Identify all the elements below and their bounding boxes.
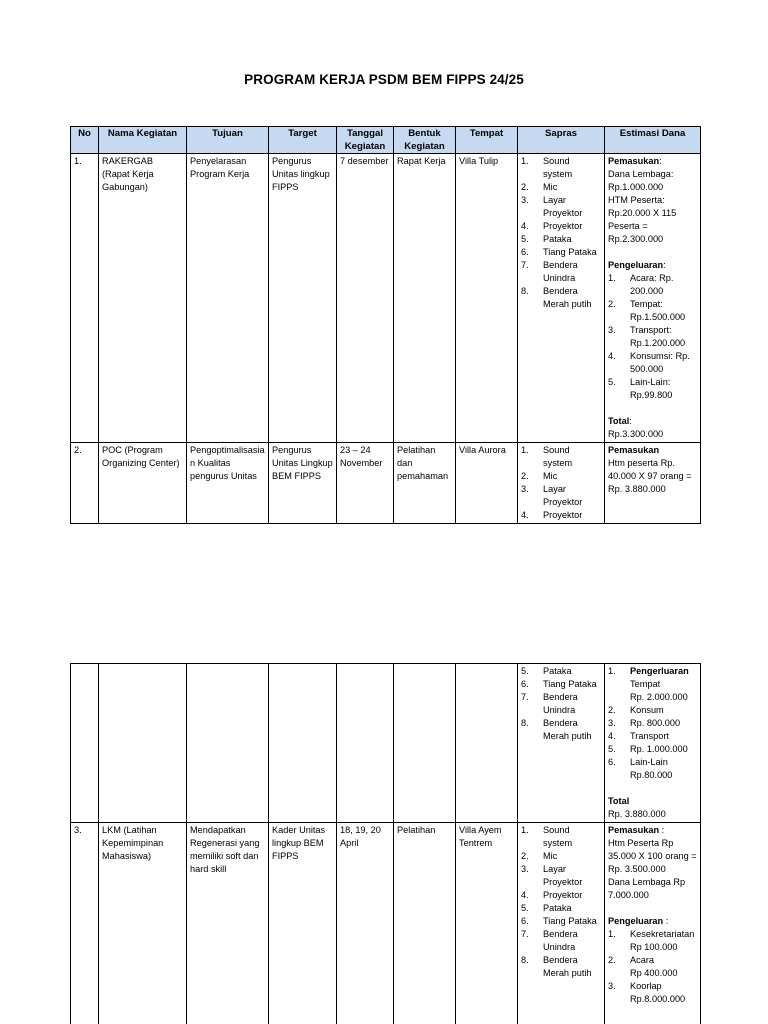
cell-no: 1.: [71, 154, 99, 443]
cell-tanggal: [337, 664, 394, 823]
list-item: 1. Sound system: [521, 445, 573, 468]
pemasukan-heading: Pemasukan: [608, 445, 660, 455]
list-item: 4. Konsumsi: Rp. 500.000: [608, 351, 690, 374]
pengeluaran-list: [608, 928, 697, 1006]
list-item: 5. Pataka: [521, 903, 572, 913]
cell-tempat: Villa Tulip: [456, 154, 518, 443]
cell-bentuk: Pelatihan: [394, 823, 456, 1024]
table-row: [71, 823, 701, 1024]
pengeluaran-heading: Pengeluaran:: [608, 260, 666, 270]
pengeluaran-list: [608, 665, 697, 782]
cell-tanggal: 23 – 24 November: [337, 443, 394, 524]
pengeluaran-heading: Pengeluaran :: [608, 916, 669, 926]
list-item: 7. Bendera Unindra: [521, 692, 578, 715]
cell-nama-kegiatan: [99, 664, 187, 823]
cell-tujuan: [187, 664, 269, 823]
list-item: 2. Konsum: [608, 705, 664, 715]
document-title: PROGRAM KERJA PSDM BEM FIPPS 24/25: [244, 72, 524, 87]
list-item: 5. Rp. 1.000.000: [608, 744, 688, 754]
list-item: 1. Pengerluaran Tempat Rp. 2.000.000: [608, 666, 689, 702]
list-item: 5. Lain-Lain: Rp.99.800: [608, 377, 673, 400]
list-item: 3. Koorlap Rp.8.000.000: [608, 981, 686, 1004]
header-tanggal-kegiatan: Tanggal Kegiatan: [337, 127, 394, 154]
list-item: 6. Tiang Pataka: [521, 916, 597, 926]
header-estimasi-dana: Estimasi Dana: [605, 127, 701, 154]
list-item: 2. Mic: [521, 182, 558, 192]
header-tempat: Tempat: [456, 127, 518, 154]
cell-tujuan: Penyelarasan Program Kerja: [187, 154, 269, 443]
list-item: 3. Layar Proyektor: [521, 195, 583, 218]
pemasukan-line: Htm peserta Rp. 40.000 X 97 orang = Rp. 3.880.000: [608, 458, 692, 494]
cell-nama-kegiatan: LKM (Latihan Kepemimpinan Mahasiswa): [99, 823, 187, 1024]
cell-no: 2.: [71, 443, 99, 524]
list-item: 5. Pataka: [521, 234, 572, 244]
list-item: 5. Pataka: [521, 666, 572, 676]
list-item: 3. Layar Proyektor: [521, 864, 583, 887]
pemasukan-line: HTM Peserta: Rp.20.000 X 115 Peserta = Rp.2.300.000: [608, 195, 677, 244]
cell-tanggal: 18, 19, 20 April: [337, 823, 394, 1024]
list-item: 7. Bendera Unindra: [521, 260, 578, 283]
list-item: 3. Layar Proyektor: [521, 484, 583, 507]
pemasukan-line: Htm Peserta Rp 35.000 X 100 orang = Rp. 3.500.000: [608, 838, 697, 874]
list-item: 4. Proyektor: [521, 510, 583, 520]
pemasukan-heading: Pemasukan :: [608, 825, 665, 835]
list-item: 2. Acara Rp 400.000: [608, 955, 678, 978]
list-item: 3. Rp. 800.000: [608, 718, 681, 728]
list-item: 4. Proyektor: [521, 890, 583, 900]
list-item: 8. Bendera Merah putih: [521, 955, 592, 978]
list-item: 6. Tiang Pataka: [521, 679, 597, 689]
total-value: Rp.3.300.000: [608, 429, 664, 439]
list-item: 1. Acara: Rp. 200.000: [608, 273, 674, 296]
cell-target: Kader Unitas lingkup BEM FIPPS: [269, 823, 337, 1024]
total-heading: Total: [608, 796, 630, 806]
cell-estimasi-dana: [605, 664, 701, 823]
header-tujuan: Tujuan: [187, 127, 269, 154]
pemasukan-line: Dana Lembaga: Rp.1.000.000: [608, 169, 674, 192]
cell-target: [269, 664, 337, 823]
cell-sapras: [518, 823, 605, 1024]
list-item: 2. Mic: [521, 471, 558, 481]
cell-no: [71, 664, 99, 823]
cell-estimasi-dana: [605, 823, 701, 1024]
list-item: 8. Bendera Merah putih: [521, 286, 592, 309]
cell-target: Pengurus Unitas lingkup FIPPS: [269, 154, 337, 443]
list-item: 6. Lain-Lain Rp.80.000: [608, 757, 673, 780]
sapras-list: [521, 665, 601, 743]
pemasukan-heading: Pemasukan:: [608, 156, 662, 166]
header-target: Target: [269, 127, 337, 154]
cell-nama-kegiatan: POC (Program Organizing Center): [99, 443, 187, 524]
list-item: 6. Tiang Pataka: [521, 247, 597, 257]
cell-tujuan: Mendapatkan Regenerasi yang memiliki soft dan hard skill: [187, 823, 269, 1024]
cell-no: 3.: [71, 823, 99, 1024]
header-sapras: Sapras: [518, 127, 605, 154]
header-nama-kegiatan: Nama Kegiatan: [99, 127, 187, 154]
pemasukan-line: Dana Lembaga Rp 7.000.000: [608, 877, 686, 900]
cell-bentuk: Pelatihan dan pemahaman: [394, 443, 456, 524]
list-item: 2. Mic: [521, 851, 558, 861]
list-item: 1. Sound system: [521, 156, 573, 179]
program-table-page-2: [70, 663, 701, 1024]
cell-tempat: Villa Ayem Tentrem: [456, 823, 518, 1024]
cell-target: Pengurus Unitas Lingkup BEM FIPPS: [269, 443, 337, 524]
total-heading: Total:: [608, 416, 632, 426]
total-value: Rp. 3.880.000: [608, 809, 666, 819]
header-bentuk-kegiatan: Bentuk Kegiatan: [394, 127, 456, 154]
list-item: 3. Transport: Rp.1.200.000: [608, 325, 686, 348]
header-no: No: [71, 127, 99, 154]
list-item: 7. Bendera Unindra: [521, 929, 578, 952]
list-item: 4. Proyektor: [521, 221, 583, 231]
cell-nama-kegiatan: RAKERGAB (Rapat Kerja Gabungan): [99, 154, 187, 443]
cell-bentuk: Rapat Kerja: [394, 154, 456, 443]
cell-tempat: Villa Aurora: [456, 443, 518, 524]
table-row-continuation: [71, 664, 701, 823]
cell-bentuk: [394, 664, 456, 823]
list-item: 8. Bendera Merah putih: [521, 718, 592, 741]
sapras-list: [521, 824, 601, 980]
list-item: 1. Kesekretariatan Rp 100.000: [608, 929, 695, 952]
cell-sapras: [518, 664, 605, 823]
list-item: 1. Sound system: [521, 825, 573, 848]
cell-tujuan: Pengoptimalisasian Kualitas pengurus Unitas: [187, 443, 269, 524]
cell-tanggal: 7 desember: [337, 154, 394, 443]
list-item: 4. Transport: [608, 731, 669, 741]
cell-tempat: [456, 664, 518, 823]
list-item: 2. Tempat: Rp.1.500.000: [608, 299, 686, 322]
